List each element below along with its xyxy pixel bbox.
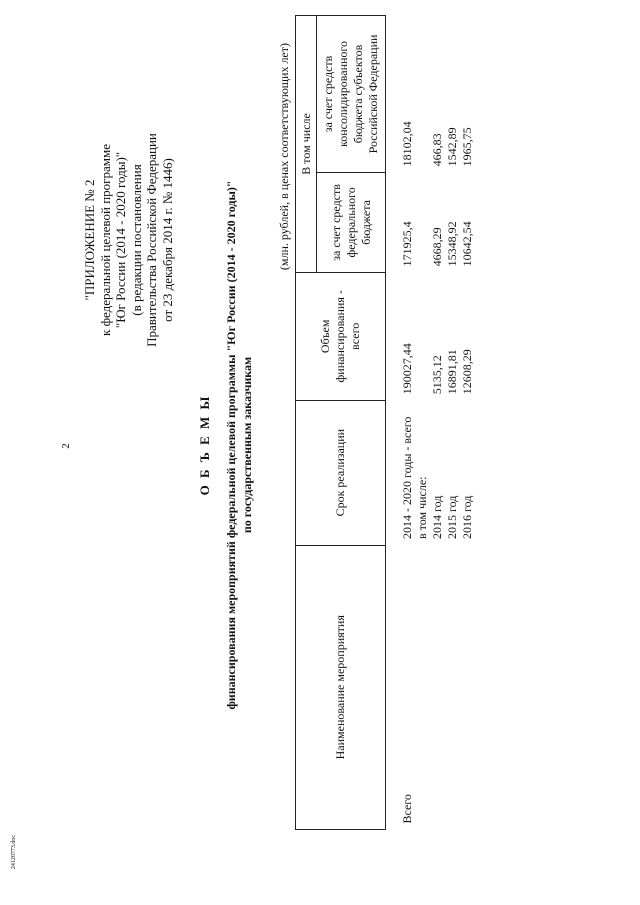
row-term: 2014 год	[430, 495, 444, 540]
header-total: Объем финансирования - всего	[296, 272, 386, 400]
row-name	[460, 545, 475, 829]
row-regional: 1542,89	[445, 127, 459, 167]
header-including: В том числе	[296, 16, 317, 273]
row-federal: 4668,29	[430, 227, 444, 267]
appendix-note	[82, 110, 175, 370]
row-term: 2015 год	[445, 495, 459, 540]
table-row	[430, 16, 445, 830]
header-regional: за счет средств консолидированного бюджета субъектов Российской Федерации	[317, 16, 386, 173]
appendix-line: Правительства Российской Федерации	[144, 133, 159, 347]
row-total: 190027,44	[400, 343, 414, 395]
appendix-line: "ПРИЛОЖЕНИЕ № 2	[82, 179, 97, 301]
appendix-line: (в редакции постановления	[128, 164, 144, 316]
table-row	[415, 16, 430, 830]
rotated-page-content	[70, 5, 640, 885]
appendix-line: к федеральной целевой программе	[97, 144, 113, 336]
row-term: в том числе:	[415, 476, 429, 540]
row-total	[415, 272, 430, 400]
row-federal	[415, 172, 430, 272]
row-regional: 466,83	[430, 133, 444, 167]
row-term: 2016 год	[460, 495, 474, 540]
document-title: О Б Ъ Е М Ы	[197, 394, 212, 496]
page-number: 2	[60, 443, 72, 449]
units-note: (млн. рублей, в ценах соответствующих лет)	[277, 43, 291, 271]
row-name	[445, 545, 460, 829]
row-name	[430, 545, 445, 829]
row-federal: 15348,92	[445, 221, 459, 267]
row-regional: 18102,04	[400, 121, 414, 167]
row-regional: 1965,75	[460, 127, 474, 167]
row-federal: 10642,54	[460, 221, 474, 267]
row-total: 5135,12	[430, 355, 444, 395]
financing-table	[295, 15, 475, 830]
row-name	[415, 545, 430, 829]
table-row	[445, 16, 460, 830]
row-federal: 171925,4	[400, 221, 414, 267]
table-row	[386, 16, 416, 830]
header-name: Наименование мероприятия	[296, 545, 386, 829]
row-term: 2014 - 2020 годы - всего	[400, 416, 414, 540]
appendix-line: от 23 декабря 2014 г. № 1446)	[159, 158, 175, 322]
row-total: 12608,29	[460, 349, 474, 395]
row-name: Всего	[400, 794, 414, 824]
appendix-line: "Юг России (2014 - 2020 годы)"	[113, 151, 128, 329]
row-regional	[415, 16, 430, 173]
document-subtitle-2: по государственным заказчикам	[240, 356, 254, 534]
row-total: 16891,81	[445, 349, 459, 395]
document-subtitle: финансирования мероприятий федеральной целевой программы "Юг России (2014 - 2020 годы)"	[224, 180, 238, 710]
header-term: Срок реализации	[296, 400, 386, 545]
table-row	[460, 16, 475, 830]
header-federal: за счет средств федерального бюджета	[317, 172, 386, 272]
document-filename: 24120773.doc	[11, 834, 17, 870]
